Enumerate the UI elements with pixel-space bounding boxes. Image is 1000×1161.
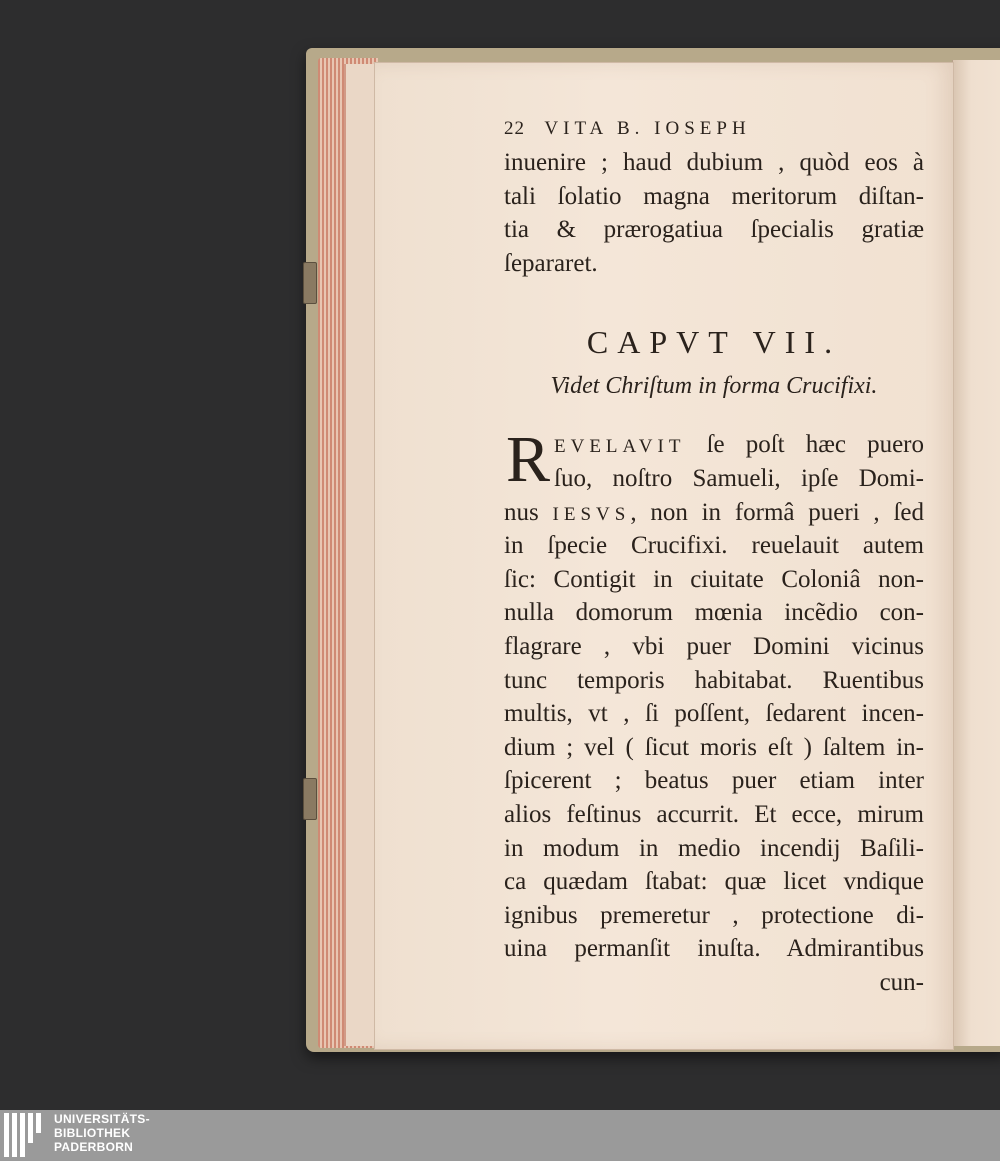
library-logo-icon	[4, 1113, 46, 1157]
text-line: multis, vt , ſi poſſent, ſedarent incen-	[504, 700, 924, 728]
library-name-line: PADERBORN	[54, 1140, 134, 1154]
text-line: ſepararet.	[504, 249, 598, 277]
clasp-top	[303, 262, 317, 304]
chapter-body	[504, 423, 924, 999]
text-line: ca quædam ſtabat: quæ licet vndique	[504, 868, 924, 896]
text-line: ſic: Contigit in ciuitate Coloniâ non-	[504, 565, 924, 593]
text-line: nulla domorum mœnia incẽdio con-	[504, 599, 924, 627]
text-line: ignibus premeretur , protectione di-	[504, 901, 924, 929]
text-line: uina permanſit inuſta. Admirantibus	[504, 935, 924, 963]
page-number: 22	[504, 118, 525, 139]
clasp-bottom	[303, 778, 317, 820]
library-name-line: UNIVERSITÄTS-	[54, 1112, 150, 1126]
page-text-block	[504, 112, 924, 999]
text-fragment: nus	[504, 498, 539, 526]
text-line: ſuo, noſtro Samueli, ipſe Domi-	[554, 464, 924, 492]
text-line: tali ſolatio magna meritorum diſtan-	[504, 182, 924, 210]
smallcaps-word: IESVS	[552, 503, 631, 525]
facing-page-edge	[952, 60, 1000, 1046]
text-line: in ſpecie Crucifixi. reuelauit autem	[504, 532, 924, 560]
text-line: inuenire ; haud dubium , quòd eos à	[504, 149, 924, 176]
text-line: alios feſtinus accurrit. Et ecce, mirum	[504, 800, 924, 828]
text-line: in modum in medio incendij Baſili-	[504, 834, 924, 862]
footer-bar	[0, 1110, 1000, 1161]
running-title: VITA B. IOSEPH	[544, 118, 751, 139]
text-line	[504, 428, 924, 462]
text-line	[504, 496, 924, 530]
text-fragment: ſe poſt hæc puero	[706, 431, 924, 459]
smallcaps-word: EVELAVIT	[554, 436, 686, 458]
text-line: ſpicerent ; beatus puer etiam inter	[504, 767, 924, 795]
text-fragment: , non in formâ pueri , ſed	[630, 498, 924, 526]
text-line: tunc temporis habitabat. Ruentibus	[504, 666, 924, 694]
chapter-heading: CAPVT VII.	[586, 324, 842, 361]
library-name-line: BIBLIOTHEK	[54, 1126, 131, 1140]
drop-cap: R	[506, 423, 551, 497]
running-head	[504, 112, 924, 146]
text-line: flagrare , vbi puer Domini vicinus	[504, 632, 924, 660]
paragraph-continued	[504, 146, 924, 280]
library-name	[54, 1112, 150, 1154]
chapter-subtitle: Videt Chriſtum in forma Crucifixi.	[550, 373, 878, 400]
catchword: cun-	[879, 968, 924, 996]
text-line: dium ; vel ( ſicut moris eſt ) ſaltem in-	[504, 733, 924, 761]
text-line: tia & prærogatiua ſpecialis gratiæ	[504, 216, 924, 244]
